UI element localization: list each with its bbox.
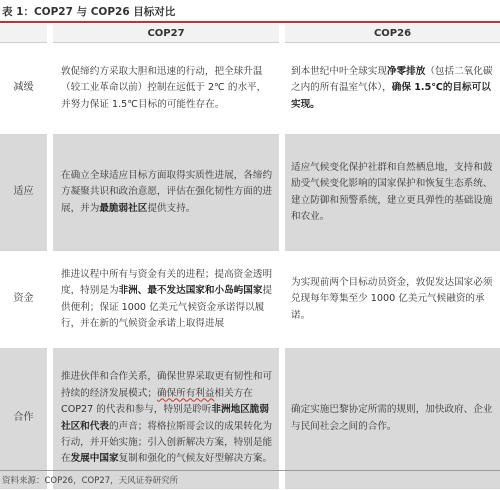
- table-bottom-rule: [0, 470, 500, 471]
- underlined-text: 确保所有利益: [156, 387, 215, 399]
- comparison-table: [0, 24, 500, 489]
- cop26-cell: 为实现前两个目标动员资金，敦促发达国家必须兑现每年筹集至少 1000 亿美元气候融资的承诺。: [282, 251, 500, 349]
- table-row: [0, 43, 500, 135]
- cop27-cell: 敦促缔约方采取大胆和迅速的行动，把全球升温（较工业革命以前）控制在远低于 2℃ 的水平，并努力保证 1.5℃目标的可能性存在。: [50, 43, 282, 135]
- table-header-row: [0, 24, 500, 43]
- cop27-cell: 在确立全球适应目标方面取得实质性进展，各缔约方凝聚共识和政治意愿，评估在强化韧性方面的进展，并为最脆弱社区提供支持。: [50, 135, 282, 251]
- cop26-cell: 到本世纪中叶全球实现净零排放（包括二氧化碳之内的所有温室气体），确保 1.5℃的目标可以实现。: [282, 43, 500, 135]
- row-label: 合作: [0, 349, 50, 489]
- table-row: [0, 251, 500, 349]
- cop27-cell: 推进伙伴和合作关系，确保世界采取更有韧性和可持续的经济发展模式；确保所有利益相关方在 COP27 的代表和参与，特别是聆听非洲地区脆弱社区和代表的声音；将格拉斯哥会议的成果转化为行动，并开始实施；引入创新解决方案，特别是能在发展中国家复制和强化的气候友好型解决方案。: [50, 349, 282, 489]
- cop26-cell: 确定实施巴黎协定所需的规则，加快政府、企业与民间社会之间的合作。: [282, 349, 500, 489]
- header-label: [0, 24, 50, 43]
- table-caption: 表 1：COP27 与 COP26 目标对比: [2, 6, 176, 18]
- emphasis-text: 确保 1.5℃的目标可以实现。: [291, 82, 491, 110]
- emphasis-text: 净零排放: [386, 65, 426, 77]
- cop27-cell: 推进议程中所有与资金有关的进程；提高资金透明度，特别是为非洲、最不发达国家和小岛屿国家提供便利；保证 1000 亿美元气候资金承诺得以履行，并在新的气候资金承诺上取得进展: [50, 251, 282, 349]
- source-note: 资料来源：COP26，COP27，天风证券研究所: [2, 476, 179, 486]
- row-label: 适应: [0, 135, 50, 251]
- emphasis-text: 发展中国家: [70, 453, 119, 465]
- table-row: [0, 349, 500, 489]
- emphasis-text: 非洲、最不发达国家和小岛屿国家: [118, 285, 263, 297]
- table-row: [0, 135, 500, 251]
- table-top-rule: [0, 21, 500, 23]
- header-cop26: COP26: [282, 24, 500, 43]
- header-cop27: COP27: [50, 24, 282, 43]
- row-label: 资金: [0, 251, 50, 349]
- emphasis-text: 非洲地区脆弱社区和代表: [61, 404, 269, 432]
- row-label: 减缓: [0, 43, 50, 135]
- cop26-cell: 适应气候变化保护社群和自然栖息地，支持和鼓励受气候变化影响的国家保护和恢复生态系统、建立防御和预警系统，建立更具弹性的基础设施和农业。: [282, 135, 500, 251]
- emphasis-text: 最脆弱社区: [99, 202, 148, 214]
